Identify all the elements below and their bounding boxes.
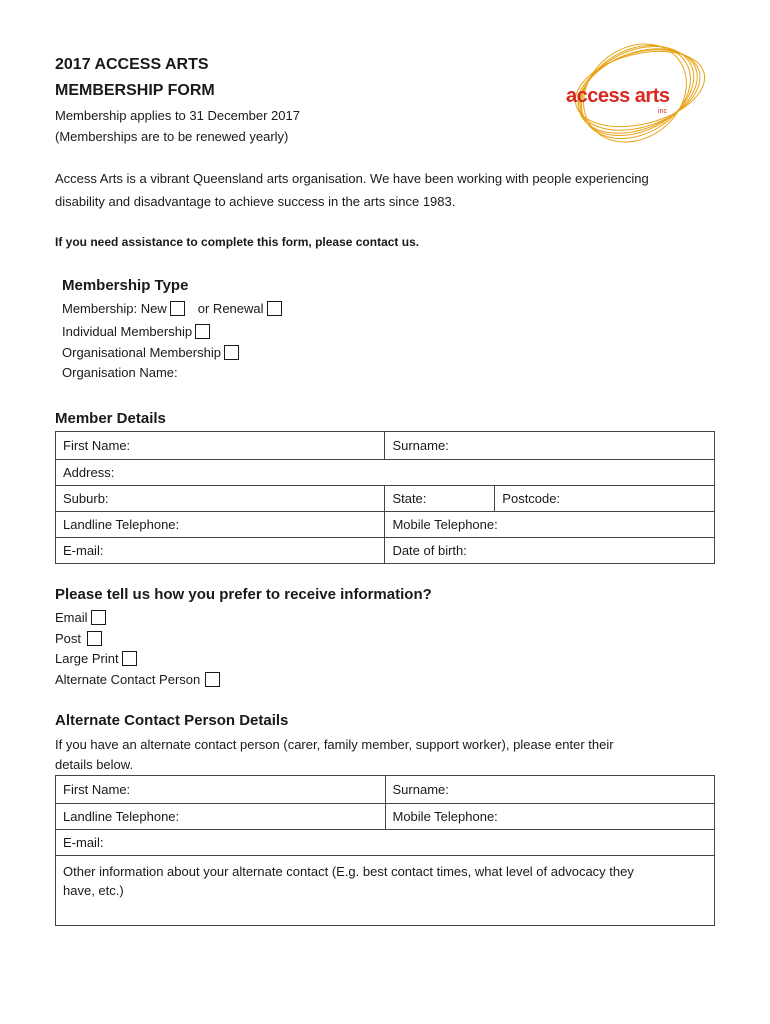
renewal-note: (Memberships are to be renewed yearly)	[55, 129, 289, 144]
membership-period: Membership applies to 31 December 2017	[55, 108, 300, 123]
pref-email-row	[55, 607, 106, 627]
alternate-heading: Alternate Contact Person Details	[55, 712, 289, 729]
pref-large-print-label: Large Print	[55, 650, 119, 666]
access-arts-logo	[560, 36, 710, 146]
surname-field[interactable]	[385, 432, 715, 460]
alt-surname-label: Surname:	[392, 782, 449, 797]
alternate-intro-line2: details below.	[55, 757, 134, 772]
logo-text: access arts	[566, 85, 670, 107]
pref-alternate-checkbox[interactable]	[205, 672, 220, 687]
pref-large-print-checkbox[interactable]	[122, 651, 137, 666]
membership-new-renewal-row	[62, 298, 282, 318]
alt-mobile-field[interactable]	[385, 804, 715, 830]
membership-new-label: Membership: New	[62, 300, 167, 316]
organisation-name-label: Organisation Name:	[62, 364, 178, 380]
alt-landline-label: Landline Telephone:	[63, 809, 180, 824]
alt-surname-field[interactable]	[385, 776, 715, 804]
suburb-label: Suburb:	[63, 491, 109, 506]
alt-email-label: E-mail:	[63, 835, 104, 850]
organisational-row	[62, 342, 239, 362]
pref-post-label: Post	[55, 630, 82, 646]
alt-landline-field[interactable]	[56, 804, 386, 830]
mobile-field[interactable]	[385, 512, 715, 538]
member-details-heading: Member Details	[55, 410, 166, 427]
address-field[interactable]	[56, 460, 715, 486]
form-title-line1: 2017 ACCESS ARTS	[55, 56, 209, 73]
alt-other-info-line2: have, etc.)	[63, 883, 124, 898]
mobile-label: Mobile Telephone:	[392, 517, 498, 532]
new-checkbox[interactable]	[170, 301, 185, 316]
individual-row	[62, 321, 210, 341]
first-name-label: First Name:	[63, 438, 131, 453]
state-field[interactable]	[385, 486, 495, 512]
pref-email-label: Email	[55, 609, 88, 625]
pref-alternate-label: Alternate Contact Person	[55, 671, 201, 687]
intro-line2: disability and disadvantage to achieve success in the arts since 1983.	[55, 194, 456, 209]
individual-label: Individual Membership	[62, 323, 193, 339]
first-name-field[interactable]	[56, 432, 385, 460]
renewal-checkbox[interactable]	[267, 301, 282, 316]
pref-post-row	[55, 628, 102, 648]
organisational-label: Organisational Membership	[62, 344, 221, 360]
organisational-checkbox[interactable]	[224, 345, 239, 360]
preferences-heading: Please tell us how you prefer to receive information?	[55, 586, 432, 603]
alt-other-info-line1: Other information about your alternate contact (E.g. best contact times, what level of advocacy they	[63, 864, 634, 879]
form-title-line2: MEMBERSHIP FORM	[55, 82, 215, 99]
suburb-field[interactable]	[56, 486, 385, 512]
individual-checkbox[interactable]	[195, 324, 210, 339]
dob-label: Date of birth:	[392, 543, 467, 558]
alt-email-field[interactable]	[56, 830, 715, 856]
alt-first-name-label: First Name:	[63, 782, 131, 797]
pref-alternate-row	[55, 669, 220, 689]
renewal-label: or Renewal	[197, 300, 264, 316]
organisation-name-field[interactable]	[62, 362, 178, 382]
email-label: E-mail:	[63, 543, 104, 558]
pref-post-checkbox[interactable]	[87, 631, 102, 646]
intro-line1: Access Arts is a vibrant Queensland arts organisation. We have been working with people experiencing	[55, 171, 649, 186]
surname-label: Surname:	[392, 438, 449, 453]
alt-first-name-field[interactable]	[56, 776, 386, 804]
alt-mobile-label: Mobile Telephone:	[392, 809, 498, 824]
member-details-table	[55, 431, 715, 564]
alt-other-info-field[interactable]	[56, 856, 715, 926]
pref-email-checkbox[interactable]	[91, 610, 106, 625]
logo-sub: inc	[658, 108, 667, 115]
address-label: Address:	[63, 465, 115, 480]
pref-large-print-row	[55, 648, 137, 668]
email-field[interactable]	[56, 538, 385, 564]
postcode-label: Postcode:	[502, 491, 561, 506]
alternate-intro-line1: If you have an alternate contact person (carer, family member, support worker), please enter their	[55, 737, 614, 752]
landline-field[interactable]	[56, 512, 385, 538]
landline-label: Landline Telephone:	[63, 517, 180, 532]
postcode-field[interactable]	[495, 486, 715, 512]
membership-type-heading: Membership Type	[62, 277, 189, 294]
alternate-contact-table	[55, 775, 715, 926]
dob-field[interactable]	[385, 538, 715, 564]
state-label: State:	[392, 491, 427, 506]
assistance-note: If you need assistance to complete this form, please contact us.	[55, 235, 420, 249]
